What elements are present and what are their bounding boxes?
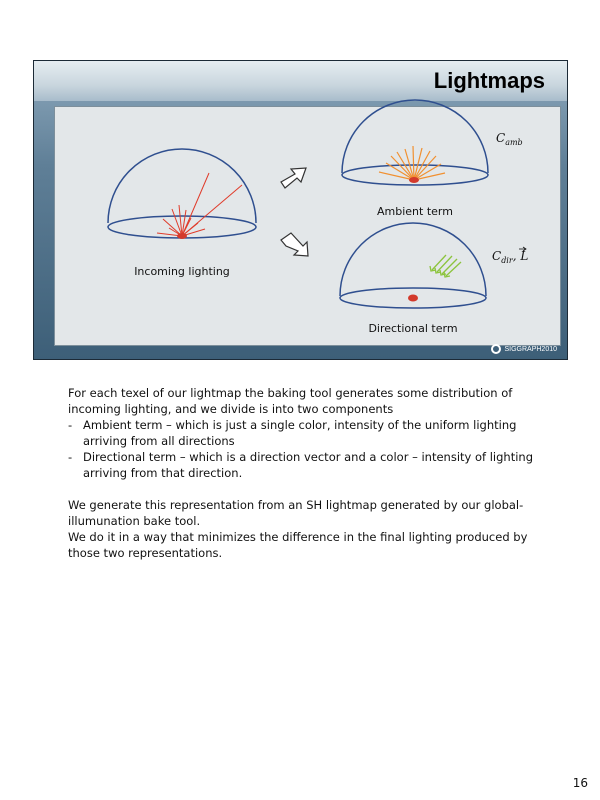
ambient-hemisphere	[342, 100, 523, 218]
bullet-dash: -	[68, 418, 73, 432]
incoming-hemisphere	[108, 149, 256, 278]
lightmap-diagram	[33, 60, 568, 360]
notes-bullet-directional	[68, 449, 538, 481]
incoming-center-dot	[177, 233, 187, 239]
directional-center-dot	[408, 295, 418, 302]
bullet-text: Directional term – which is a direction vector and a color – intensity of lighting arriving from that direction.	[83, 450, 534, 480]
incoming-label: Incoming lighting	[134, 265, 230, 278]
c-dir-l-label: $C_{dir}$, L	[492, 249, 529, 265]
directional-rays	[430, 255, 461, 277]
arrow-up-right-icon	[281, 168, 306, 188]
bullet-text: Ambient term – which is just a single color, intensity of the uniform lighting arriving from all directions	[83, 418, 517, 448]
arrow-down-right-icon	[281, 233, 308, 256]
notes-bullet-ambient	[68, 417, 538, 449]
c-amb-label: $C_{amb}$	[496, 131, 523, 147]
incoming-dome-arc	[108, 149, 256, 223]
ambient-center-dot	[409, 177, 419, 183]
directional-hemisphere	[340, 223, 528, 335]
incoming-rays	[157, 173, 242, 236]
ambient-rays	[379, 146, 445, 180]
speaker-notes	[68, 385, 538, 561]
notes-intro: For each texel of our lightmap the baking tool generates some distribution of incoming lighting, and we divide is into two components	[68, 386, 513, 416]
notes-para2-line1: We generate this representation from an SH lightmap generated by our global-illumunation bake tool.	[68, 498, 524, 528]
page-number: 16	[572, 776, 588, 790]
slide-title: Lightmaps	[433, 68, 545, 93]
notes-para2-line2: We do it in a way that minimizes the difference in the final lighting produced by those two representations.	[68, 530, 528, 560]
ambient-label: Ambient term	[377, 205, 453, 218]
ambient-dome-arc	[342, 100, 488, 173]
arrows	[281, 168, 308, 256]
directional-dome-arc	[340, 223, 486, 296]
bullet-dash: -	[68, 450, 73, 464]
directional-label: Directional term	[368, 322, 458, 335]
siggraph-logo-text: SIGGRAPH2010	[504, 345, 557, 353]
